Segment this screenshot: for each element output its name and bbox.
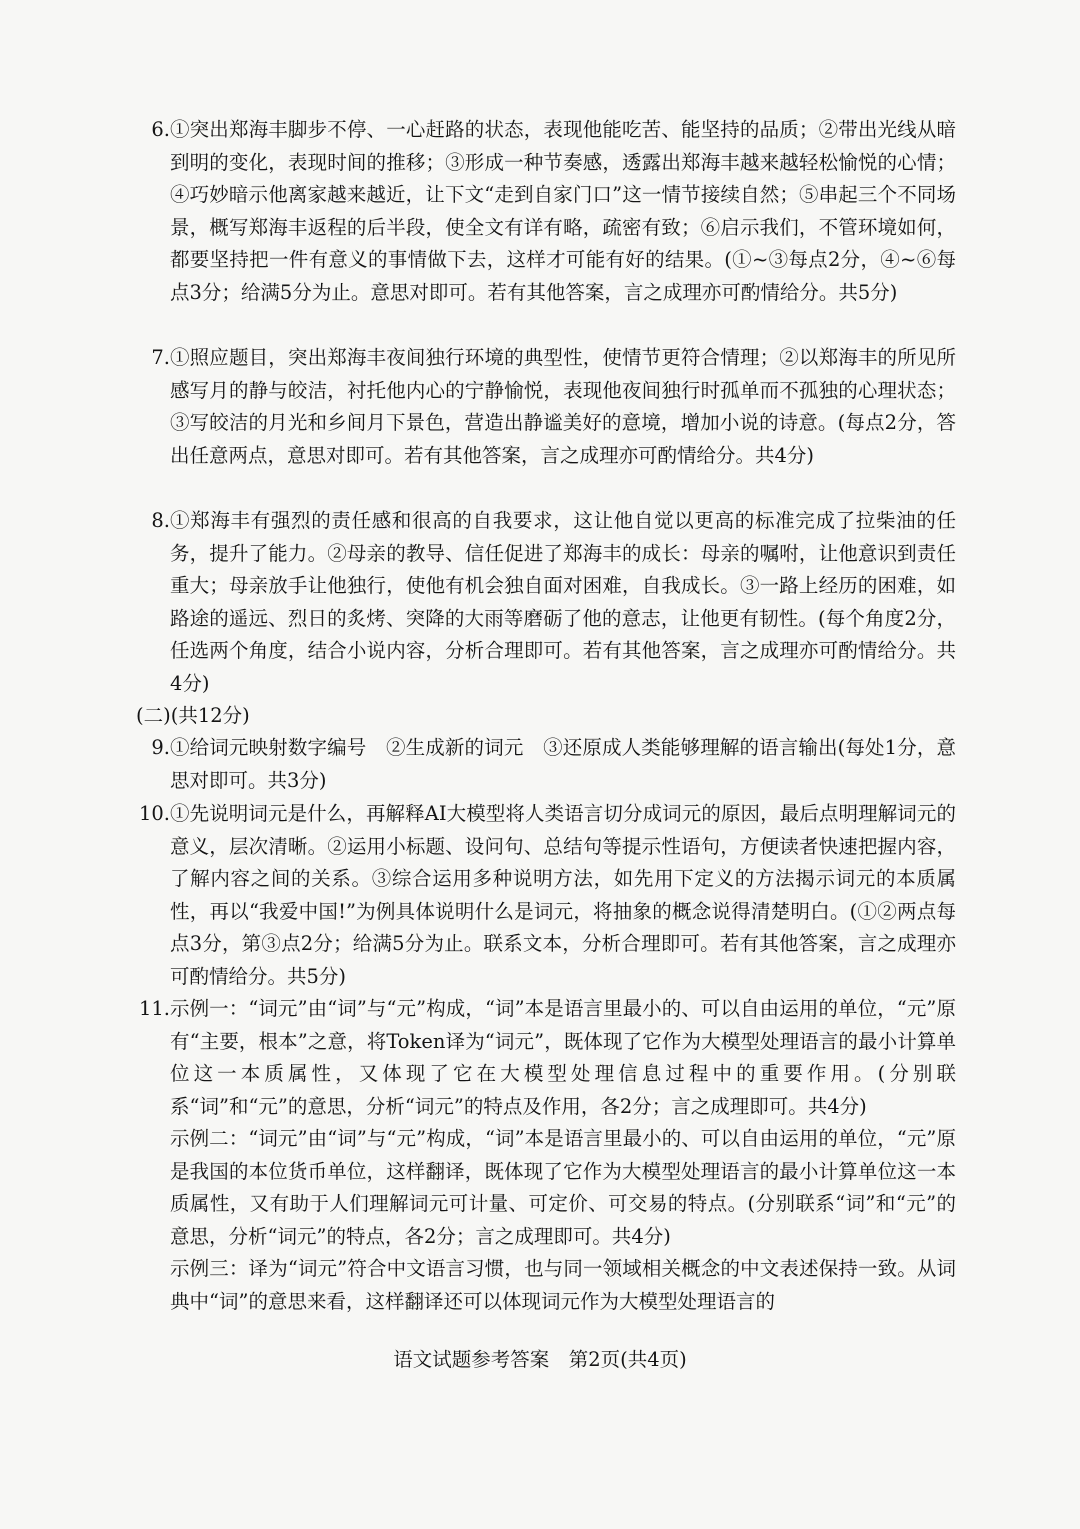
answer-item-6 — [136, 114, 956, 309]
section-heading: (二)(共12分) — [136, 704, 250, 727]
question-number: 11. — [138, 997, 170, 1020]
answer-item-8 — [136, 505, 956, 700]
example-three: 示例三：译为“词元”符合中文语言习惯，也与同一领域相关概念的中文表述保持一致。从词典中“词”的意思来看，这样翻译还可以体现词元作为大模型处理语言的 — [170, 1257, 956, 1313]
question-number: 10. — [138, 802, 170, 825]
answer-text: ①先说明词元是什么，再解释AI大模型将人类语言切分成词元的原因，最后点明理解词元的意义，层次清晰。②运用小标题、设问句、总结句等提示性语句，方便读者快速把握内容，了解内容之间的关系。③综合运用多种说明方法，如先用下定义的方法揭示词元的本质属性，再以“我爱中国!”为例具体说明什么是词元，将抽象的概念说得清楚明白。(①②两点每点3分，第③点2分；给满5分为止。联系文本，分析合理即可。若有其他答案，言之成理亦可酌情给分。共5分) — [170, 802, 956, 988]
example-two: 示例二：“词元”由“词”与“元”构成，“词”本是语言里最小的、可以自由运用的单位，“元”原是我国的本位货币单位，这样翻译，既体现了它作为大模型处理语言的最小计算单位这一本质属性，又有助于人们理解词元可计量、可定价、可交易的特点。(分别联系“词”和“元”的意思，分析“词元”的特点，各2分；言之成理即可。共4分) — [170, 1127, 956, 1248]
example-one: 示例一：“词元”由“词”与“元”构成，“词”本是语言里最小的、可以自由运用的单位，“元”原有“主要，根本”之意，将Token译为“词元”，既体现了它作为大模型处理语言的最小计算单位这一本质属性，又体现了它在大模型处理信息过程中的重要作用。(分别联系“词”和“元”的意思，分析“词元”的特点及作用，各2分；言之成理即可。共4分) — [170, 997, 956, 1118]
answer-item-11 — [136, 993, 956, 1318]
page-footer: 语文试题参考答案 第2页(共4页) — [393, 1348, 687, 1371]
question-number: 9. — [151, 736, 170, 759]
answer-item-9 — [136, 732, 956, 797]
question-number: 7. — [151, 346, 170, 369]
answer-item-7 — [136, 342, 956, 472]
answer-text: ①突出郑海丰脚步不停、一心赶路的状态，表现他能吃苦、能坚持的品质；②带出光线从暗到明的变化，表现时间的推移；③形成一种节奏感，透露出郑海丰越来越轻松愉悦的心情；④巧妙暗示他离家越来越近，让下文“走到自家门口”这一情节接续自然；⑤串起三个不同场景，概写郑海丰返程的后半段，使全文有详有略，疏密有致；⑥启示我们，不管环境如何，都要坚持把一件有意义的事情做下去，这样才可能有好的结果。(①~③每点2分，④~⑥每点3分；给满5分为止。意思对即可。若有其他答案，言之成理亦可酌情给分。共5分) — [170, 118, 956, 304]
question-number: 6. — [151, 118, 170, 141]
question-number: 8. — [151, 509, 170, 532]
answer-text: ①照应题目，突出郑海丰夜间独行环境的典型性，使情节更符合情理；②以郑海丰的所见所感写月的静与皎洁，衬托他内心的宁静愉悦，表现他夜间独行时孤单而不孤独的心理状态；③写皎洁的月光和乡间月下景色，营造出静谧美好的意境，增加小说的诗意。(每点2分，答出任意两点，意思对即可。若有其他答案，言之成理亦可酌情给分。共4分) — [170, 346, 956, 467]
answer-text: ①给词元映射数字编号 ②生成新的词元 ③还原成人类能够理解的语言输出(每处1分，意思对即可。共3分) — [170, 736, 956, 792]
answer-examples — [170, 993, 956, 1318]
answer-item-10 — [136, 798, 956, 993]
answer-text: ①郑海丰有强烈的责任感和很高的自我要求，这让他自觉以更高的标准完成了拉柴油的任务，提升了能力。②母亲的教导、信任促进了郑海丰的成长：母亲的嘱咐，让他意识到责任重大；母亲放手让他独行，使他有机会独自面对困难，自我成长。③一路上经历的困难，如路途的遥远、烈日的炙烤、突降的大雨等磨砺了他的意志，让他更有韧性。(每个角度2分，任选两个角度，结合小说内容，分析合理即可。若有其他答案，言之成理亦可酌情给分。共4分) — [170, 509, 956, 695]
